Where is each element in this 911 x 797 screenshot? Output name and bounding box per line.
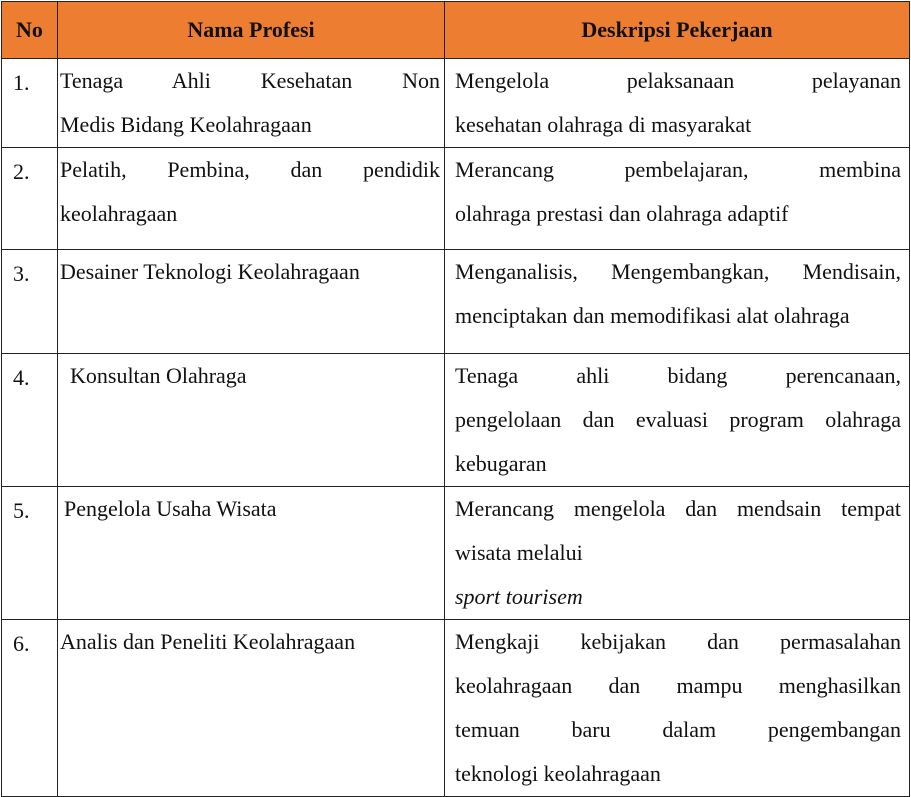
table-row — [2, 148, 910, 250]
row-number: 2. — [2, 148, 58, 250]
table-row — [2, 620, 910, 797]
profession-name: Tenaga Ahli Kesehatan Non Medis Bidang Keolahragaan — [58, 59, 445, 148]
job-description: Tenaga ahli bidang perencanaan, pengelolaan dan evaluasi program olahraga kebugaran — [445, 354, 910, 487]
job-description: Menganalisis, Mengembangkan, Mendisain, menciptakan dan memodifikasi alat olahraga — [445, 250, 910, 354]
table-row — [2, 354, 910, 487]
row-number: 4. — [2, 354, 58, 487]
profession-name: Pengelola Usaha Wisata — [58, 487, 445, 620]
row-number: 3. — [2, 250, 58, 354]
table-row — [2, 59, 910, 148]
row-number: 6. — [2, 620, 58, 797]
job-description: Mengelola pelaksanaan pelayanan kesehatan olahraga di masyarakat — [445, 59, 910, 148]
table-row — [2, 487, 910, 620]
job-description: Merancang mengelola dan mendsain tempat wisata melalui sport tourisem — [445, 487, 910, 620]
header-no: No — [2, 2, 58, 59]
header-row — [2, 2, 910, 59]
profession-name: Konsultan Olahraga — [58, 354, 445, 487]
job-description: Merancang pembelajaran, membina olahraga prestasi dan olahraga adaptif — [445, 148, 910, 250]
header-name: Nama Profesi — [58, 2, 445, 59]
table-row — [2, 250, 910, 354]
profession-name: Pelatih, Pembina, dan pendidik keolahragaan — [58, 148, 445, 250]
row-number: 5. — [2, 487, 58, 620]
profession-name: Desainer Teknologi Keolahragaan — [58, 250, 445, 354]
italic-term: sport tourisem — [455, 584, 583, 609]
header-desc: Deskripsi Pekerjaan — [445, 2, 910, 59]
profession-table — [1, 1, 910, 797]
profession-name: Analis dan Peneliti Keolahragaan — [58, 620, 445, 797]
row-number: 1. — [2, 59, 58, 148]
job-description: Mengkaji kebijakan dan permasalahan keolahragaan dan mampu menghasilkan temuan baru dalam pengembangan teknologi keolahragaan — [445, 620, 910, 797]
